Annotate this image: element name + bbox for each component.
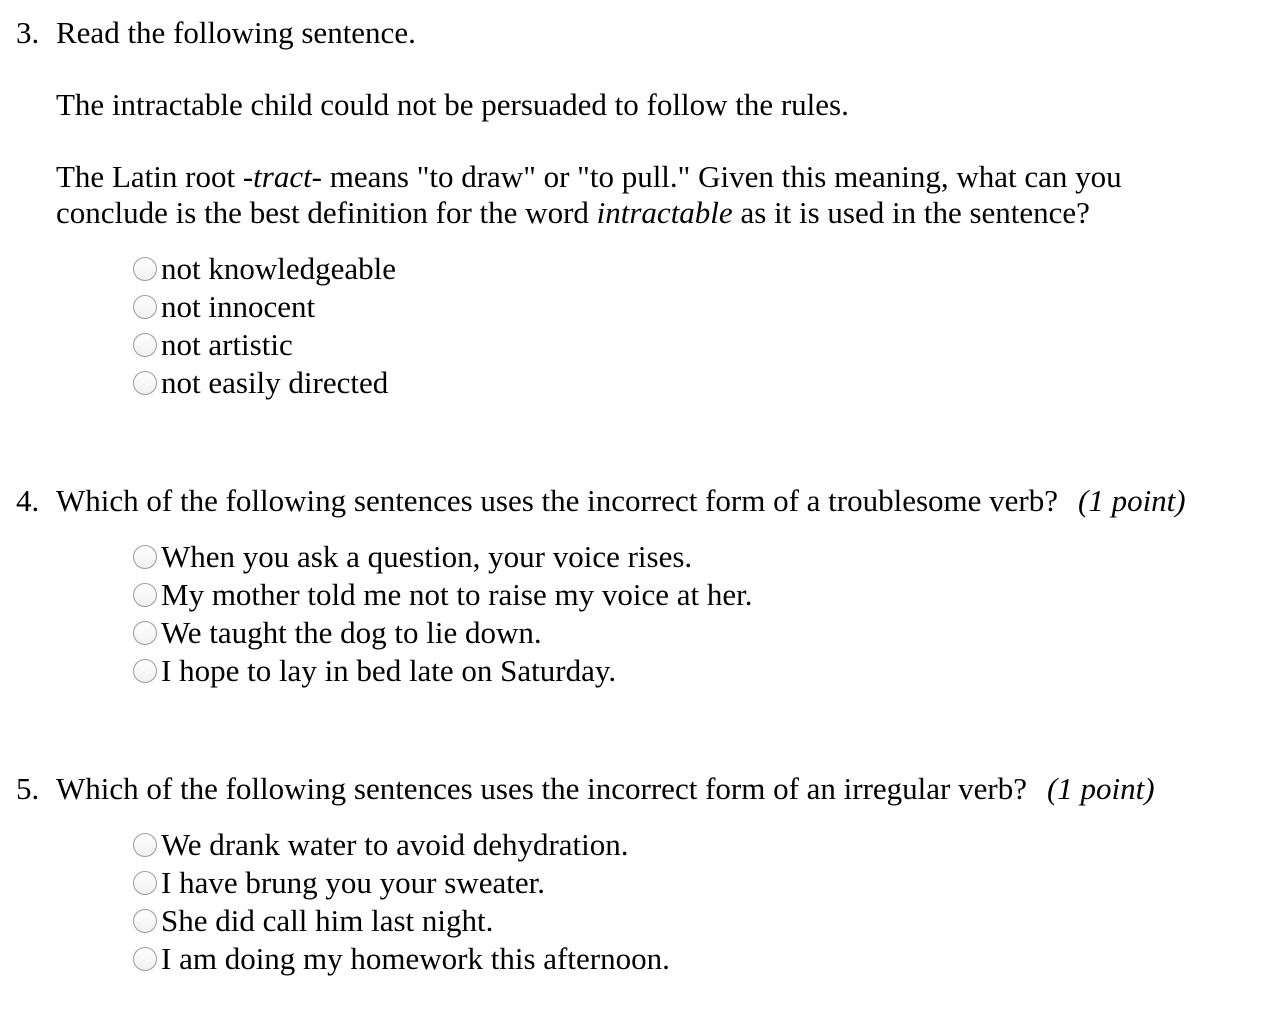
option-label[interactable]: My mother told me not to raise my voice at her. <box>161 577 753 612</box>
question-5-header <box>16 771 1155 807</box>
latin-root: -tract- <box>242 159 323 194</box>
option-label[interactable]: not knowledgeable <box>161 251 397 286</box>
radio-button[interactable] <box>133 545 157 569</box>
question-number: 4. <box>16 483 40 518</box>
answer-option[interactable] <box>133 250 396 288</box>
option-label[interactable]: not innocent <box>161 289 316 324</box>
option-label[interactable]: not artistic <box>161 327 293 362</box>
radio-button[interactable] <box>133 871 157 895</box>
radio-button[interactable] <box>133 295 157 319</box>
answer-option[interactable] <box>133 288 396 326</box>
question-number: 5. <box>16 771 40 806</box>
answer-option[interactable] <box>133 538 752 576</box>
context-part-2: means "to draw" or "to pull." Given this meaning, what can you conclude is the best definition for the word <box>56 159 1122 230</box>
target-word: intractable <box>596 195 733 230</box>
option-label[interactable]: not easily directed <box>161 365 389 400</box>
option-label[interactable]: We drank water to avoid dehydration. <box>161 827 629 862</box>
option-label[interactable]: I hope to lay in bed late on Saturday. <box>161 653 617 688</box>
question-prompt: Which of the following sentences uses the incorrect form of an irregular verb? <box>56 771 1027 806</box>
answer-options <box>133 538 752 690</box>
radio-button[interactable] <box>133 833 157 857</box>
question-4-header <box>16 483 1186 519</box>
question-number: 3. <box>16 15 40 50</box>
example-sentence: The intractable child could not be persuaded to follow the rules. <box>56 87 849 122</box>
answer-option[interactable] <box>133 364 396 402</box>
radio-button[interactable] <box>133 909 157 933</box>
question-context <box>56 159 1206 231</box>
radio-button[interactable] <box>133 371 157 395</box>
answer-options <box>133 826 670 978</box>
context-part-3: as it is used in the sentence? <box>732 195 1090 230</box>
context-part-1: The Latin root <box>56 159 243 194</box>
points-label: (1 point) <box>1078 483 1186 518</box>
option-label[interactable]: We taught the dog to lie down. <box>161 615 542 650</box>
option-label[interactable]: She did call him last night. <box>161 903 494 938</box>
answer-option[interactable] <box>133 940 670 978</box>
radio-button[interactable] <box>133 621 157 645</box>
answer-option[interactable] <box>133 902 670 940</box>
radio-button[interactable] <box>133 257 157 281</box>
answer-options <box>133 250 396 402</box>
option-label[interactable]: When you ask a question, your voice rises. <box>161 539 693 574</box>
question-3-header <box>16 15 416 51</box>
radio-button[interactable] <box>133 333 157 357</box>
radio-button[interactable] <box>133 659 157 683</box>
points-label: (1 point) <box>1046 771 1155 806</box>
radio-button[interactable] <box>133 583 157 607</box>
answer-option[interactable] <box>133 326 396 364</box>
option-label[interactable]: I have brung you your sweater. <box>161 865 545 900</box>
question-prompt: Read the following sentence. <box>56 15 416 50</box>
answer-option[interactable] <box>133 614 752 652</box>
answer-option[interactable] <box>133 864 670 902</box>
radio-button[interactable] <box>133 947 157 971</box>
answer-option[interactable] <box>133 652 752 690</box>
option-label[interactable]: I am doing my homework this afternoon. <box>161 941 670 976</box>
answer-option[interactable] <box>133 826 670 864</box>
question-prompt: Which of the following sentences uses the incorrect form of a troublesome verb? <box>56 483 1058 518</box>
answer-option[interactable] <box>133 576 752 614</box>
